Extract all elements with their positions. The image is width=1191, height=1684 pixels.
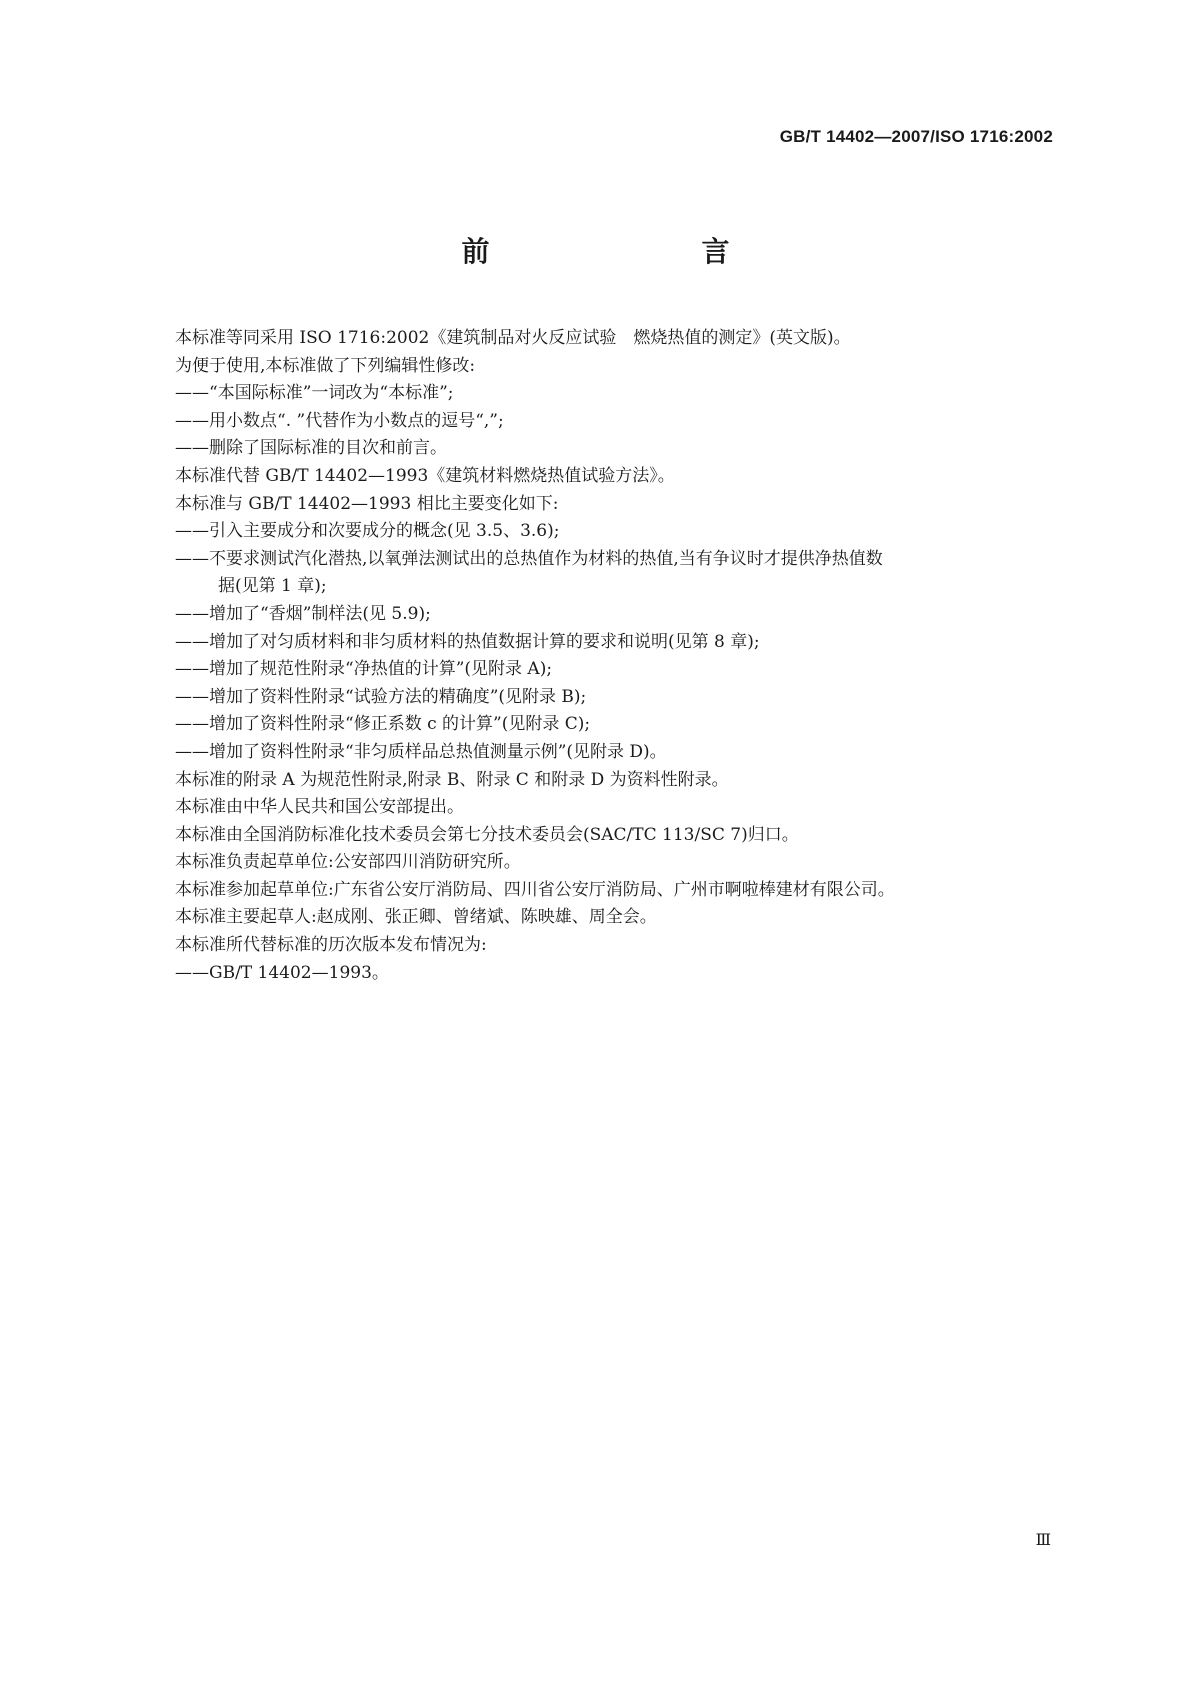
list-item: ——增加了资料性附录“试验方法的精确度”(见附录 B); — [175, 686, 587, 707]
paragraph-annex-types: 本标准的附录 A 为规范性附录,附录 B、附录 C 和附录 D 为资料性附录。 — [175, 769, 729, 790]
page-number: Ⅲ — [1035, 1530, 1051, 1549]
list-item-continuation: 据(见第 1 章); — [218, 576, 327, 597]
paragraph-proposed-by: 本标准由中华人民共和国公安部提出。 — [175, 797, 464, 818]
paragraph-adoption-statement: 本标准等同采用 ISO 1716:2002《建筑制品对火反应试验 燃烧热值的测定》(英文版)。 — [175, 328, 851, 348]
paragraph-drafters: 本标准主要起草人:赵成刚、张正卿、曾绪斌、陈映雄、周全会。 — [175, 907, 657, 928]
page-title: 前 言 — [461, 235, 782, 268]
paragraph-centralized-by: 本标准由全国消防标准化技术委员会第七分技术委员会(SAC/TC 113/SC 7)归口。 — [175, 824, 799, 845]
standard-code-header: GB/T 14402—2007/ISO 1716:2002 — [779, 127, 1053, 146]
list-item: ——用小数点“. ”代替作为小数点的逗号“,”; — [175, 410, 504, 431]
paragraph-main-changes-intro: 本标准与 GB/T 14402—1993 相比主要变化如下: — [175, 493, 559, 514]
paragraph-drafting-unit: 本标准负责起草单位:公安部四川消防研究所。 — [175, 852, 521, 873]
list-item: ——不要求测试汽化潜热,以氧弹法测试出的总热值作为材料的热值,当有争议时才提供净热值数 — [175, 548, 883, 569]
paragraph-participating-units: 本标准参加起草单位:广东省公安厅消防局、四川省公安厅消防局、广州市啊啦棒建材有限公司。 — [175, 879, 895, 900]
foreword-body — [175, 325, 1075, 987]
paragraph-replaces-standard: 本标准代替 GB/T 14402—1993《建筑材料燃烧热值试验方法》。 — [175, 465, 675, 486]
paragraph-previous-editions-intro: 本标准所代替标准的历次版本发布情况为: — [175, 935, 487, 956]
list-item: ——增加了规范性附录“净热值的计算”(见附录 A); — [175, 659, 553, 680]
list-item: ——引入主要成分和次要成分的概念(见 3.5、3.6); — [175, 521, 560, 542]
list-item: ——增加了对匀质材料和非匀质材料的热值数据计算的要求和说明(见第 8 章); — [175, 631, 760, 652]
list-item: ——GB/T 14402—1993。 — [175, 962, 389, 983]
list-item: ——删除了国际标准的目次和前言。 — [175, 438, 447, 459]
list-item: ——增加了“香烟”制样法(见 5.9); — [175, 603, 431, 624]
list-item: ——增加了资料性附录“非匀质样品总热值测量示例”(见附录 D)。 — [175, 741, 667, 762]
list-item: ——“本国际标准”一词改为“本标准”; — [175, 383, 454, 404]
list-item: ——增加了资料性附录“修正系数 c 的计算”(见附录 C); — [175, 714, 591, 735]
paragraph-editorial-changes-intro: 为便于使用,本标准做了下列编辑性修改: — [175, 355, 476, 376]
